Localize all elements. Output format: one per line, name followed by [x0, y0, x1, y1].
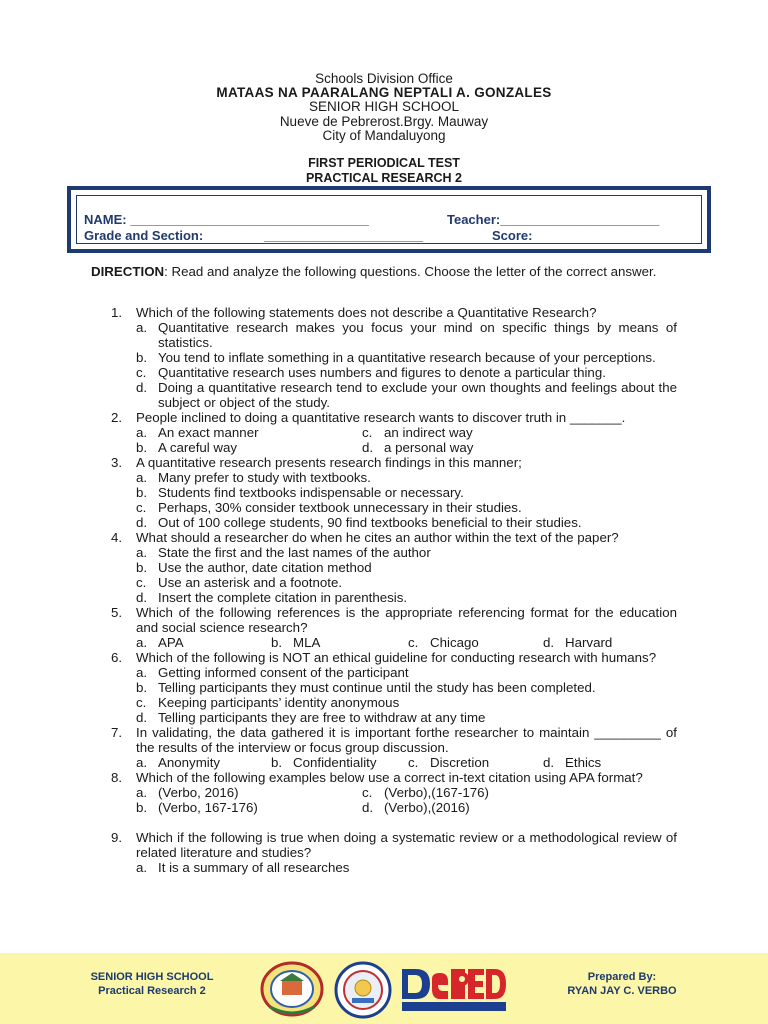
grade-label: Grade and Section:	[84, 228, 204, 243]
option-4d[interactable]	[136, 590, 677, 605]
question-1	[111, 305, 677, 320]
option-text: Harvard	[565, 635, 613, 650]
option-letter: c.	[136, 575, 147, 590]
option-text: (Verbo, 167-176)	[158, 800, 258, 815]
option-text: Quantitative research makes you focus your mind on specific things by means of statistics.	[158, 320, 677, 350]
school-header	[0, 72, 768, 143]
footer-course-line1: SENIOR HIGH SCHOOL	[90, 971, 214, 983]
option-letter: c.	[136, 695, 147, 710]
option-text: State the first and the last names of the author	[158, 545, 431, 560]
option-5d[interactable]	[543, 635, 677, 650]
option-2a[interactable]	[136, 425, 362, 440]
direction-paragraph	[91, 264, 681, 279]
option-letter: d.	[136, 515, 148, 530]
option-letter: c.	[362, 785, 373, 800]
teacher-label: Teacher:	[447, 212, 501, 227]
option-text: Perhaps, 30% consider textbook unnecessary in their studies.	[158, 500, 522, 515]
options-1	[111, 320, 677, 410]
question-6	[111, 650, 677, 665]
option-letter: d.	[543, 635, 555, 650]
question-number: 8.	[111, 770, 123, 785]
options-6	[111, 665, 677, 725]
option-letter: a.	[136, 545, 148, 560]
option-5b[interactable]	[271, 635, 408, 650]
test-subject-line: PRACTICAL RESEARCH 2	[305, 170, 463, 185]
option-8b[interactable]	[136, 800, 362, 815]
option-letter: d.	[136, 590, 148, 605]
option-2d[interactable]	[362, 440, 677, 455]
option-text: Discretion	[430, 755, 490, 770]
name-label: NAME:	[84, 212, 127, 227]
option-letter: b.	[136, 680, 148, 695]
question-3	[111, 455, 677, 470]
question-4	[111, 530, 677, 545]
question-number: 1.	[111, 305, 123, 320]
school-seal-icon	[260, 961, 324, 1017]
question-text: Which of the following statements does not describe a Quantitative Research?	[136, 305, 597, 320]
option-8c[interactable]	[362, 785, 677, 800]
question-list	[111, 305, 677, 875]
option-text: a personal way	[384, 440, 474, 455]
page-footer	[0, 953, 768, 1024]
option-text: Students find textbooks indispensable or necessary.	[158, 485, 464, 500]
prepared-by-label: Prepared By:	[587, 971, 657, 983]
footer-course-line2: Practical Research 2	[98, 984, 206, 997]
question-number: 4.	[111, 530, 123, 545]
option-4a[interactable]	[136, 545, 677, 560]
question-number: 2.	[111, 410, 123, 425]
option-letter: a.	[136, 320, 148, 335]
option-5a[interactable]	[136, 635, 271, 650]
option-text: Getting informed consent of the participant	[158, 665, 409, 680]
option-5c[interactable]	[408, 635, 543, 650]
option-7d[interactable]	[543, 755, 677, 770]
option-8d[interactable]	[362, 800, 677, 815]
option-1c[interactable]	[136, 365, 677, 380]
question-7	[111, 725, 677, 755]
options-8	[111, 785, 677, 815]
option-text: APA	[158, 635, 184, 650]
footer-course	[82, 971, 222, 998]
option-3d[interactable]	[136, 515, 677, 530]
teacher-field[interactable]	[447, 212, 659, 227]
question-number: 6.	[111, 650, 123, 665]
option-text: Ethics	[565, 755, 602, 770]
student-info-box	[67, 186, 711, 253]
option-6c[interactable]	[136, 695, 677, 710]
option-text: Telling participants they are free to withdraw at any time	[158, 710, 486, 725]
option-letter: b.	[136, 800, 148, 815]
option-6d[interactable]	[136, 710, 677, 725]
option-letter: d.	[543, 755, 555, 770]
option-letter: b.	[136, 440, 148, 455]
option-3a[interactable]	[136, 470, 677, 485]
direction-text: : Read and analyze the following questions. Choose the letter of the correct answer.	[164, 264, 657, 279]
option-letter: d.	[136, 380, 148, 395]
option-text: Many prefer to study with textbooks.	[158, 470, 371, 485]
question-number: 3.	[111, 455, 123, 470]
option-4b[interactable]	[136, 560, 677, 575]
options-2	[111, 425, 677, 455]
option-8a[interactable]	[136, 785, 362, 800]
level-line: SENIOR HIGH SCHOOL	[308, 99, 460, 115]
question-text: Which of the following references is the appropriate referencing format for the education and social science research?	[136, 605, 677, 635]
options-3	[111, 470, 677, 530]
option-letter: b.	[136, 350, 148, 365]
option-letter: a.	[136, 755, 148, 770]
option-text: Insert the complete citation in parenthesis.	[158, 590, 408, 605]
option-letter: c.	[408, 755, 419, 770]
option-text: Doing a quantitative research tend to exclude your own thoughts and feelings about the subject or object of the study.	[158, 380, 677, 410]
option-letter: d.	[362, 440, 374, 455]
option-2b[interactable]	[136, 440, 362, 455]
option-4c[interactable]	[136, 575, 677, 590]
option-text: an indirect way	[384, 425, 473, 440]
option-letter: a.	[136, 665, 148, 680]
question-text: In validating, the data gathered it is important forthe researcher to maintain _________ of the results of the interview or focus group discussion.	[136, 725, 677, 755]
option-text: An exact manner	[158, 425, 259, 440]
option-letter: c.	[362, 425, 373, 440]
option-1a[interactable]	[136, 320, 677, 350]
option-letter: b.	[271, 635, 283, 650]
option-text: You tend to inflate something in a quantitative research because of your perceptions.	[158, 350, 656, 365]
option-letter: a.	[136, 860, 148, 875]
option-letter: b.	[136, 560, 148, 575]
option-1d[interactable]	[136, 380, 677, 410]
question-number: 9.	[111, 830, 123, 845]
question-2	[111, 410, 677, 425]
option-7b[interactable]	[271, 755, 408, 770]
question-text: Which of the following examples below use a correct in-text citation using APA format?	[136, 770, 643, 785]
test-title-line: FIRST PERIODICAL TEST	[308, 156, 460, 170]
option-text: (Verbo),(167-176)	[384, 785, 489, 800]
spacer	[111, 815, 677, 830]
city-line: City of Mandaluyong	[322, 127, 446, 143]
option-letter: b.	[271, 755, 283, 770]
option-text: MLA	[293, 635, 321, 650]
question-number: 7.	[111, 725, 123, 740]
question-text: Which of the following is NOT an ethical guideline for conducting research with humans?	[136, 650, 657, 665]
option-text: Use the author, date citation method	[158, 560, 372, 575]
option-letter: c.	[136, 365, 147, 380]
option-letter: a.	[136, 470, 148, 485]
option-text: Out of 100 college students, 90 find textbooks beneficial to their studies.	[158, 515, 582, 530]
division-seal-icon	[334, 961, 392, 1019]
score-label: Score:	[492, 228, 533, 243]
option-text: It is a summary of all researches	[158, 860, 350, 875]
option-text: (Verbo),(2016)	[384, 800, 470, 815]
question-text: A quantitative research presents research findings in this manner;	[136, 455, 522, 470]
option-text: A careful way	[158, 440, 238, 455]
footer-prepared-by	[552, 971, 692, 998]
option-2c[interactable]	[362, 425, 677, 440]
option-6b[interactable]	[136, 680, 677, 695]
deped-logo-icon	[398, 965, 510, 1013]
teacher-blank: ______________________	[500, 212, 660, 227]
test-title	[0, 156, 768, 185]
option-letter: a.	[136, 785, 148, 800]
option-6a[interactable]	[136, 665, 677, 680]
question-number: 5.	[111, 605, 123, 620]
options-4	[111, 545, 677, 605]
office-line: Schools Division Office	[315, 71, 453, 86]
question-text: People inclined to doing a quantitative research wants to discover truth in _______.	[136, 410, 626, 425]
option-1b[interactable]	[136, 350, 677, 365]
options-9	[111, 860, 677, 875]
option-text: Anonymity	[158, 755, 221, 770]
option-7c[interactable]	[408, 755, 543, 770]
option-text: Chicago	[430, 635, 479, 650]
option-text: (Verbo, 2016)	[158, 785, 239, 800]
option-letter: c.	[136, 500, 147, 515]
question-8	[111, 770, 677, 785]
question-9	[111, 830, 677, 860]
option-letter: a.	[136, 635, 148, 650]
option-letter: c.	[408, 635, 419, 650]
options-5	[111, 635, 677, 650]
name-blank: _________________________________	[130, 212, 369, 227]
option-3c[interactable]	[136, 500, 677, 515]
direction-label: DIRECTION	[91, 264, 165, 279]
option-text: Confidentiality	[293, 755, 377, 770]
option-letter: a.	[136, 425, 148, 440]
option-3b[interactable]	[136, 485, 677, 500]
grade-section-field[interactable]: ______________________	[264, 228, 424, 243]
prepared-by-name: RYAN JAY C. VERBO	[567, 984, 677, 997]
option-text: Keeping participants’ identity anonymous	[158, 695, 400, 710]
options-7	[111, 755, 677, 770]
option-letter: d.	[362, 800, 374, 815]
option-text: Quantitative research uses numbers and figures to denote a particular thing.	[158, 365, 606, 380]
option-9a[interactable]	[136, 860, 677, 875]
question-5	[111, 605, 677, 635]
option-7a[interactable]	[136, 755, 271, 770]
question-text: Which if the following is true when doing a systematic review or a methodological review of related literature and studies?	[136, 830, 677, 860]
option-text: Telling participants they must continue until the study has been completed.	[158, 680, 596, 695]
address-line: Nueve de Pebrerost.Brgy. Mauway	[279, 113, 489, 129]
school-name: MATAAS NA PAARALANG NEPTALI A. GONZALES	[216, 85, 552, 101]
option-letter: d.	[136, 710, 148, 725]
name-field[interactable]	[84, 212, 369, 227]
option-text: Use an asterisk and a footnote.	[158, 575, 343, 590]
question-text: What should a researcher do when he cites an author within the text of the paper?	[136, 530, 619, 545]
option-letter: b.	[136, 485, 148, 500]
